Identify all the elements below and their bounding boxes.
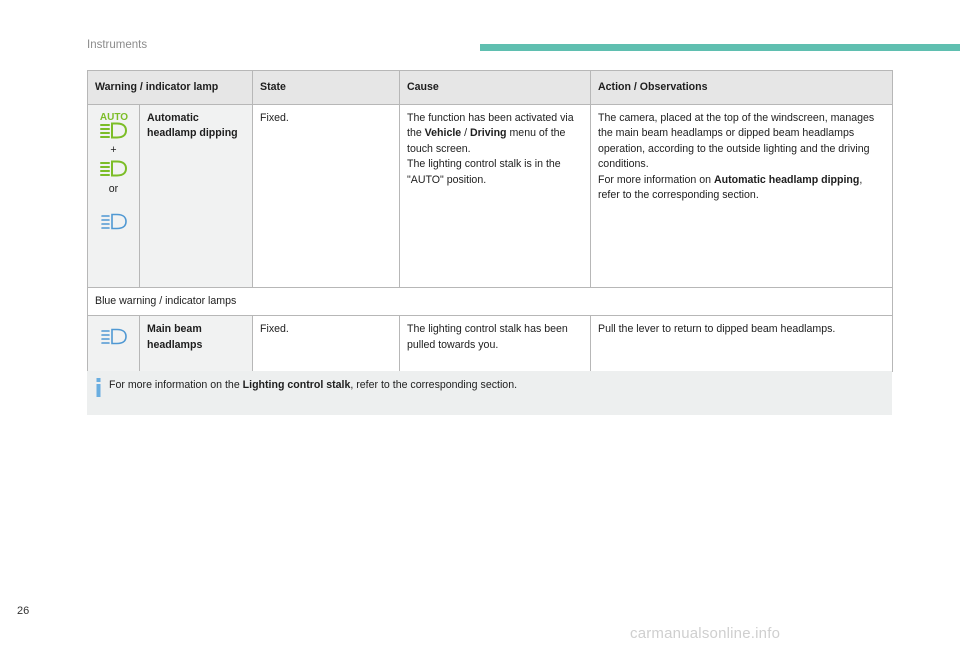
- info-text: For more information on the Lighting control stalk, refer to the corresponding section.: [109, 379, 518, 391]
- state-text: Fixed.: [253, 316, 400, 372]
- column-header-action: Action / Observations: [591, 71, 893, 105]
- column-header-cause: Cause: [400, 71, 591, 105]
- column-header-state: State: [253, 71, 400, 105]
- plus-sign: +: [110, 144, 117, 156]
- header-accent-bar: [480, 44, 960, 51]
- lamp-icons-cell: [88, 316, 140, 372]
- menu-vehicle: Vehicle: [424, 127, 462, 140]
- main-beam-green-icon: [96, 158, 132, 180]
- lighting-control-stalk-ref: Lighting control stalk: [242, 379, 351, 391]
- cause-text: The function has been activated via the Vehicle / Driving menu of the touch screen. The lighting control stalk is in the "AUTO" position.: [400, 105, 591, 288]
- main-beam-blue-icon: [96, 211, 132, 233]
- lamp-icons-cell: [88, 105, 140, 288]
- action-text: Pull the lever to return to dipped beam headlamps.: [591, 316, 893, 372]
- table-header-row: [88, 71, 893, 105]
- function-name: Automatic headlamp dipping: [140, 105, 253, 288]
- cause-text: The lighting control stalk has been pulled towards you.: [400, 316, 591, 372]
- auto-headlamp-icon: [96, 111, 132, 141]
- warning-lamp-table: [87, 70, 893, 372]
- menu-driving: Driving: [470, 127, 507, 140]
- action-text: The camera, placed at the top of the windscreen, manages the main beam headlamps or dipped beam headlamps operation, according to the outside lighting and the driving conditions. For more information on Automatic headlamp dipping, refer to the corresponding section.: [591, 105, 893, 288]
- section-header: Instruments: [87, 39, 148, 51]
- function-name: Main beam headlamps: [140, 316, 253, 372]
- info-icon: [94, 378, 103, 397]
- table-row: [88, 316, 893, 372]
- group-label: Blue warning / indicator lamps: [88, 288, 893, 316]
- or-text: or: [108, 183, 119, 195]
- page-number: 26: [17, 605, 30, 617]
- column-header-lamp: Warning / indicator lamp: [88, 71, 253, 105]
- automatic-headlamp-dipping-ref: Automatic headlamp dipping: [714, 173, 860, 186]
- state-text: Fixed.: [253, 105, 400, 288]
- auto-label: AUTO: [99, 112, 128, 123]
- info-box: [87, 371, 892, 415]
- table-row: [88, 105, 893, 288]
- main-beam-blue-icon: [96, 326, 132, 348]
- watermark: carmanualsonline.info: [630, 625, 781, 642]
- table-row: [88, 288, 893, 316]
